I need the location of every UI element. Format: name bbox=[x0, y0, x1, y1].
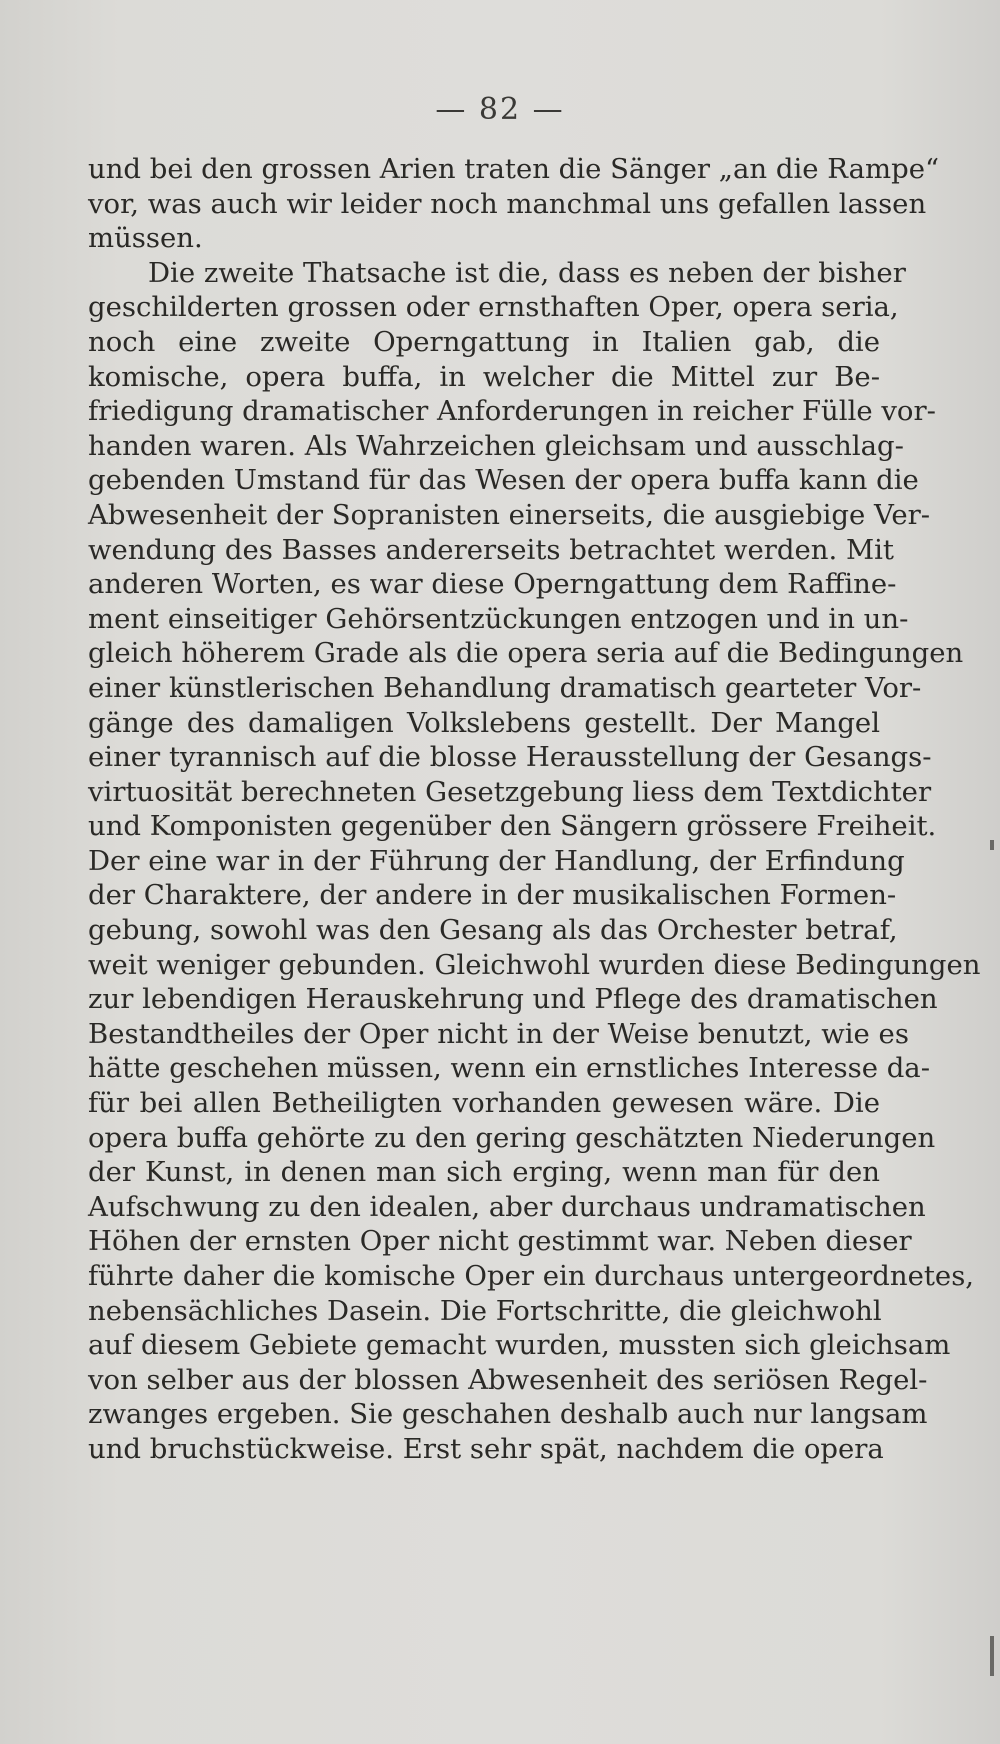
text-line: zur lebendigen Herauskehrung und Pflege des dramatischen bbox=[88, 983, 938, 1016]
text-line: wendung des Basses andererseits betrachtet werden. Mit bbox=[88, 533, 894, 566]
text-line: opera buffa gehörte zu den gering geschätzten Niederungen bbox=[88, 1121, 936, 1154]
text-line: Aufschwung zu den idealen, aber durchaus undramatischen bbox=[88, 1190, 926, 1223]
text-line: gebenden Umstand für das Wesen der opera buffa kann die bbox=[88, 464, 919, 497]
text-line: zwanges ergeben. Sie geschahen deshalb auch nur langsam bbox=[88, 1398, 928, 1431]
text-line: virtuosität berechneten Gesetzgebung liess dem Textdichter bbox=[88, 775, 932, 808]
text-line: hätte geschehen müssen, wenn ein ernstliches Interesse da- bbox=[88, 1052, 930, 1085]
body-text bbox=[88, 152, 981, 1467]
text-line: einer künstlerischen Behandlung dramatisch gearteter Vor- bbox=[88, 671, 922, 704]
page-number: — 82 — bbox=[435, 92, 565, 127]
text-line: für bei allen Betheiligten vorhanden gewesen wäre. Die bbox=[88, 1087, 880, 1120]
text-line: und bei den grossen Arien traten die Sänger „an die Rampe“ bbox=[88, 153, 940, 185]
text-line: weit weniger gebunden. Gleichwohl wurden diese Bedingungen bbox=[88, 948, 981, 981]
text-line: gebung, sowohl was den Gesang als das Orchester betraf, bbox=[88, 914, 898, 947]
text-line: handen waren. Als Wahrzeichen gleichsam und ausschlag- bbox=[88, 429, 904, 462]
text-line: noch eine zweite Operngattung in Italien gab, die bbox=[88, 325, 880, 358]
page-edge-mark bbox=[990, 1636, 994, 1676]
text-line: Höhen der ernsten Oper nicht gestimmt war. Neben dieser bbox=[88, 1225, 912, 1258]
page-edge-mark bbox=[990, 840, 994, 850]
text-line: Bestandtheiles der Oper nicht in der Weise benutzt, wie es bbox=[88, 1017, 909, 1050]
text-line: und Komponisten gegenüber den Sängern grössere Freiheit. bbox=[88, 810, 937, 843]
text-line: friedigung dramatischer Anforderungen in reicher Fülle vor- bbox=[88, 395, 936, 428]
text-line: einer tyrannisch auf die blosse Herausstellung der Gesangs- bbox=[88, 741, 932, 774]
text-line: und bruchstückweise. Erst sehr spät, nachdem die opera bbox=[88, 1432, 884, 1465]
text-line: gleich höherem Grade als die opera seria auf die Bedingungen bbox=[88, 637, 964, 670]
text-line: Die zweite Thatsache ist die, dass es neben der bisher bbox=[148, 256, 906, 289]
text-line: ment einseitiger Gehörsentzückungen entzogen und in un- bbox=[88, 602, 909, 635]
text-line: gänge des damaligen Volkslebens gestellt. Der Mangel bbox=[88, 706, 880, 739]
text-line: der Kunst, in denen man sich erging, wenn man für den bbox=[88, 1156, 880, 1189]
text-line: anderen Worten, es war diese Operngattung dem Raffine- bbox=[88, 568, 897, 601]
text-line: nebensächliches Dasein. Die Fortschritte, die gleichwohl bbox=[88, 1294, 882, 1327]
text-line: geschilderten grossen oder ernsthaften Oper, opera seria, bbox=[88, 291, 899, 324]
text-line: führte daher die komische Oper ein durchaus untergeordnetes, bbox=[88, 1260, 975, 1292]
text-line: von selber aus der blossen Abwesenheit des seriösen Regel- bbox=[88, 1363, 928, 1396]
text-line: müssen. bbox=[88, 222, 203, 255]
text-line: auf diesem Gebiete gemacht wurden, mussten sich gleichsam bbox=[88, 1329, 951, 1362]
text-line: Abwesenheit der Sopranisten einerseits, die ausgiebige Ver- bbox=[88, 498, 931, 531]
text-line: komische, opera buffa, in welcher die Mittel zur Be- bbox=[88, 360, 880, 393]
text-line: Der eine war in der Führung der Handlung, der Erfindung bbox=[88, 844, 905, 877]
text-line: vor, was auch wir leider noch manchmal uns gefallen lassen bbox=[88, 187, 927, 220]
text-line: der Charaktere, der andere in der musikalischen Formen- bbox=[88, 879, 897, 912]
